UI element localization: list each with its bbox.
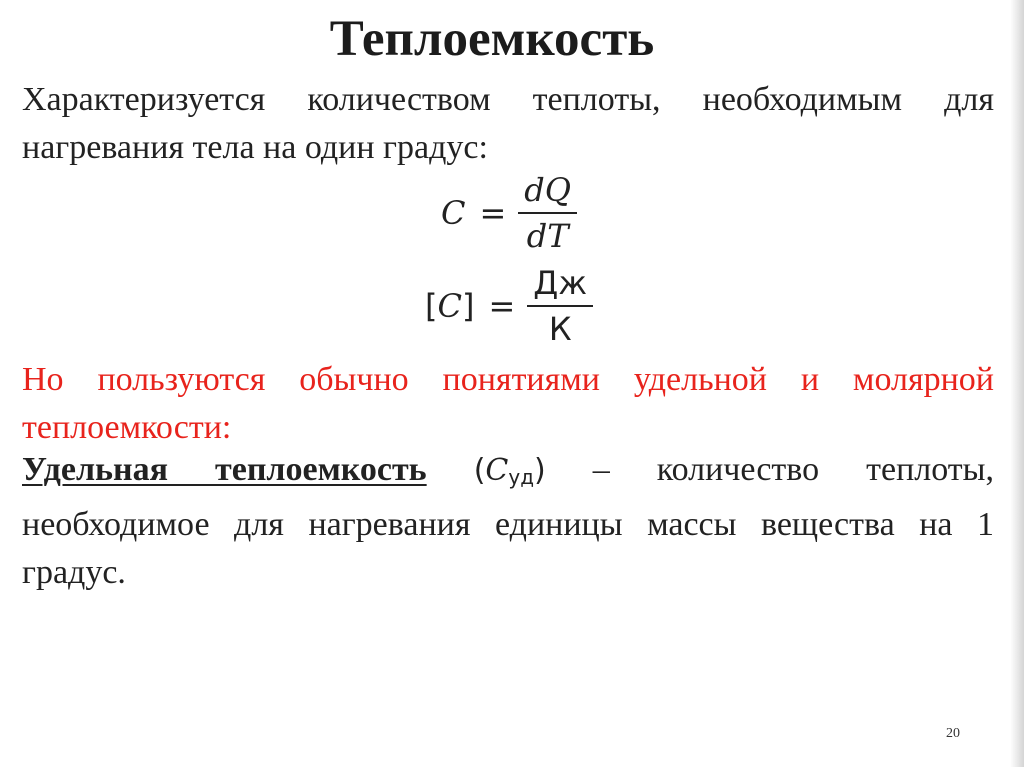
definition-text: – количество теплоты, необходимое для нагревания единицы массы вещества на 1 градус. <box>22 451 995 591</box>
units-lhs <box>425 287 474 325</box>
units-numerator: Дж <box>533 264 588 302</box>
units-bracket-open: [ <box>425 287 438 325</box>
units-symbol: C <box>437 287 462 325</box>
definition-paren-open: ( <box>473 453 486 488</box>
intro-paragraph: Характеризуется количеством теплоты, необходимым для нагревания тела на один градус: <box>22 81 994 166</box>
definition-term: Удельная теплоемкость <box>22 451 427 488</box>
definition-symbol: C <box>485 453 509 488</box>
units-fraction <box>527 263 593 349</box>
formula-numerator: dQ <box>524 171 572 209</box>
heat-capacity-formula <box>441 170 577 256</box>
units-bracket-close: ] <box>461 287 475 325</box>
fraction-bar <box>527 305 593 307</box>
slide-edge-shadow <box>1010 0 1024 767</box>
definition-paren-close: ) <box>534 453 546 488</box>
formula-denominator: dT <box>526 217 569 255</box>
note-paragraph: Но пользуются обычно понятиями удельной и молярной теплоемкости: <box>22 361 994 446</box>
units-formula <box>425 263 593 349</box>
formula-lhs: C <box>441 194 466 232</box>
slide-title: Теплоемкость <box>329 11 655 67</box>
page-number: 20 <box>946 726 960 741</box>
definition-subscript: уд <box>508 465 535 489</box>
formula-fraction <box>518 170 577 256</box>
definition-paragraph <box>22 446 994 597</box>
units-equals: = <box>488 287 516 325</box>
formula-equals: = <box>479 194 507 232</box>
units-denominator: К <box>548 310 572 348</box>
fraction-bar <box>518 212 577 214</box>
